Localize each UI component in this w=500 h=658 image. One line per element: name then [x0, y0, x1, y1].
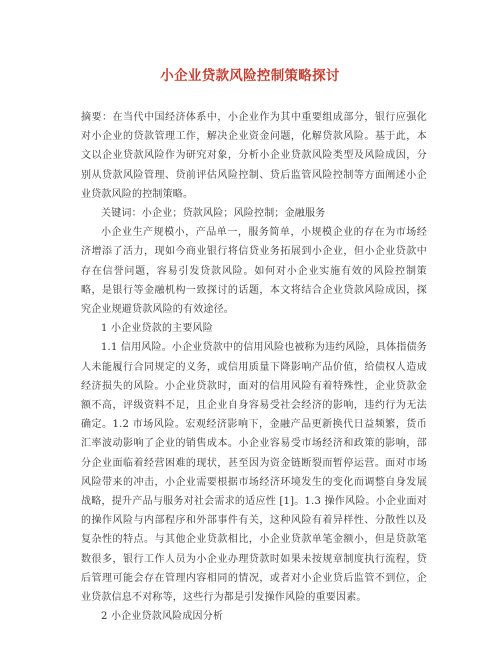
- section-1-body: 1.1 信用风险。小企业贷款中的信用风险也被称为违约风险，具体指债务人未能履行合同规定的义务，或信用质量下降影响产品价值，给债权人造成经济损失的风险。小企业贷款时，面对的信用风险有着特殊性，企业贷款金额不高，评级资料不足，且企业自身容易受社会经济的影响，违约行为无法确定。1.2 市场风险。宏观经济影响下，金融产品更新换代日益频繁，货币汇率波动影响了企业的销售成本。小企业容易受市场经济和政策的影响，部分企业面临着经营困难的现状，甚至因为资金链断裂而暂停运营。面对市场风险带来的冲击，小企业需要根据市场经济环境发生的变化而调整自身发展战略，提升产品与服务对社会需求的适应性 [1]。1.3 操作风险。小企业面对的操作风险与内部程序和外部事件有关，这种风险有着异样性、分散性以及复杂性的特点。与其他企业贷款相比，小企业贷款单笔金额小，但是贷款笔数很多，银行工作人员为小企业办理贷款时如果未按规章制度执行流程，贷后管理可能会存在管理内容相同的情况，或者对小企业贷后监管不到位，企业贷款信息不对称等，这些行为都是引发操作风险的重要因素。: [81, 342, 427, 604]
- intro-paragraph: 小企业生产规模小，产品单一，服务简单，小规模企业的存在为市场经济增添了活力，现如今商业银行将信贷业务拓展到小企业，但小企业贷款中存在信誉问题，容易引发贷款风险。如何对小企业实施有效的风险控制策略，是银行等金融机构一致探讨的话题，本文将结合企业贷款风险成因，探究企业规避贷款风险的有效途径。: [81, 227, 427, 316]
- abstract-paragraph: 摘要：在当代中国经济体系中，小企业作为其中重要组成部分，银行应强化对小企业的贷款管理工作，解决企业资金问题，化解贷款风险。基于此，本文以企业贷款风险作为研究对象，分析小企业贷款风险类型及风险成因，分别从贷款风险管理、贷前评估风险控制、贷后监管风险控制等方面阐述小企业贷款风险的控制策略。: [81, 112, 427, 200]
- document-title: 小企业贷款风险控制策略探讨: [160, 68, 340, 84]
- keywords-paragraph: 关键词：小企业；贷款风险；风险控制；金融服务: [101, 208, 326, 220]
- section-1-heading: 1 小企业贷款的主要风险: [101, 323, 213, 335]
- document-body: [81, 108, 427, 626]
- section-2-heading: 2 小企业贷款风险成因分析: [101, 611, 224, 623]
